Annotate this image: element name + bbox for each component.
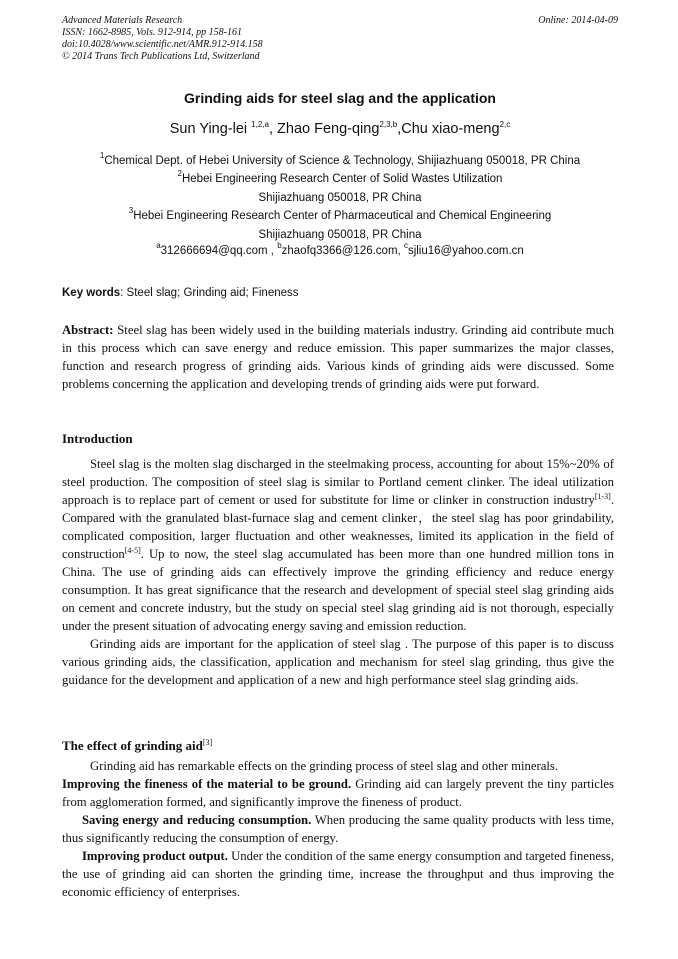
email-address[interactable]: zhaofq3366@126.com, [281, 245, 404, 257]
affiliation-marker: 2 [177, 169, 182, 179]
affiliation-marker: 1 [99, 151, 105, 160]
effect-item [62, 811, 614, 847]
author-name: Sun Ying-lei [169, 121, 252, 137]
author-list [62, 121, 618, 137]
online-date: Online: 2014-04-09 [538, 15, 618, 26]
section-heading-introduction: Introduction [62, 431, 133, 446]
effect-item-label: Saving energy and reducing consumption. [82, 813, 312, 827]
email-marker: c [403, 241, 408, 250]
section-heading-effect [62, 738, 212, 754]
abstract-text: Steel slag has been widely used in the building materials industry. Grinding aid contribute much in this process which can save energy and reduce emission. This paper summarizes the major classes, function and research progress of grinding aids. Various kinds of grinding aids were discussed. Some problems concerning the application and developing trends of grinding aids were put forward. [62, 323, 614, 391]
affiliation-text: Shijiazhuang 050018, PR China [258, 228, 422, 241]
author-affiliation-marker: 1,2,a [251, 120, 269, 129]
affiliation-line [62, 226, 618, 244]
introduction-paragraph: Grinding aids are important for the application of steel slag . The purpose of this paper is to discuss various grinding aids, the classification, application and mechanism for steel slag grinding, thus give the guidance for the development and application of a new and high performance steel slag grinding aids. [62, 637, 614, 687]
affiliation-text: Hebei Engineering Research Center of Solid Wastes Utilization [181, 173, 503, 186]
paragraph-text: . Compared with the granulated blast-furnace slag and cement clinker，the steel slag has poor grindability, complicated composition, larger fluctuation and other weaknesses, limited its application in the field of construction [62, 493, 614, 561]
keywords-label: Key words [62, 287, 121, 299]
effect-item-label: Improving the fineness of the material to be ground. [62, 777, 352, 791]
affiliation-marker: 3 [128, 206, 134, 216]
paper-title: Grinding aids for steel slag and the application [184, 90, 496, 106]
affiliation-line [62, 207, 618, 225]
email-address[interactable]: sjliu16@yahoo.com.cn [407, 245, 524, 257]
abstract [62, 321, 614, 393]
affiliation-line [62, 170, 618, 188]
effect-item-label: Improving product output. [82, 849, 228, 863]
effect-section [62, 757, 614, 901]
effect-item-text: Grinding aid can largely prevent the tiny particles from agglomeration formed, and significantly improve the fineness of product. [62, 777, 614, 809]
issn-line: ISSN: 1662-8985, Vols. 912-914, pp 158-161 [62, 27, 242, 38]
author-affiliation-marker: 2,c [499, 120, 511, 129]
affiliation-line [62, 189, 618, 207]
effect-item [62, 847, 614, 901]
paragraph-text: Steel slag is the molten slag discharged in the steelmaking process, accounting for about 15%~20% of steel production. The composition of steel slag is similar to Portland cement clinker. The ideal utilization approach is to replace part of cement or used for substitute for lime or clinker in construction industry [62, 457, 614, 507]
citation: [4-5] [124, 546, 141, 555]
affiliation-text: Hebei Engineering Research Center of Pharmaceutical and Chemical Engineering [133, 210, 552, 223]
doi-line: doi:10.4028/www.scientific.net/AMR.912-914.158 [62, 39, 263, 50]
keywords-text: : Steel slag; Grinding aid; Fineness [120, 287, 299, 299]
heading-text: The effect of grinding aid [62, 738, 203, 753]
effect-paragraph: Grinding aid has remarkable effects on the grinding process of steel slag and other minerals. [90, 759, 558, 773]
affiliation-list [62, 152, 618, 244]
effect-item-text: Under the condition of the same energy consumption and targeted fineness, the use of grinding aid can shorten the grinding time, increase the throughput and thus improving the economic efficiency of enterprises. [62, 849, 614, 899]
email-list [62, 241, 618, 257]
author-name: Chu xiao-meng [401, 121, 500, 137]
affiliation-line [62, 152, 618, 170]
keywords [62, 287, 618, 299]
abstract-paragraph [62, 321, 614, 393]
author-separator: , [397, 121, 402, 137]
journal-header [62, 15, 618, 63]
email-marker: b [277, 241, 282, 250]
effect-item [62, 775, 614, 811]
citation: [1-3] [594, 492, 611, 501]
author-affiliation-marker: 2,3,b [379, 120, 398, 129]
affiliation-text: Shijiazhuang 050018, PR China [258, 191, 422, 204]
copyright-line: © 2014 Trans Tech Publications Ltd, Switzerland [62, 51, 260, 62]
paragraph-text: . Up to now, the steel slag accumulated has been more than one hundred million tons in China. The use of grinding aids can effectively improve the grinding efficiency and reduce energy consumption. It has great significance that the research and development of special steel slag grinding aids on cement and concrete industry, but the study on special steel slag grinding aid is not thorough, especially under the present situation of advocating energy saving and emission reduction. [62, 547, 614, 633]
abstract-label: Abstract: [62, 323, 114, 337]
author-separator: , [268, 121, 278, 137]
author-name: Zhao Feng-qing [277, 121, 380, 137]
introduction-paragraph [62, 455, 614, 635]
introduction-section [62, 455, 614, 689]
email-marker: a [156, 241, 161, 250]
journal-name: Advanced Materials Research [62, 15, 183, 26]
effect-item-text: When producing the same quality products with less time, thus significantly reducing the consumption of energy. [62, 813, 614, 845]
affiliation-text: Chemical Dept. of Hebei University of Science & Technology, Shijiazhuang 050018, PR China [104, 155, 581, 167]
citation: [3] [202, 738, 213, 747]
email-address[interactable]: 312666694@qq.com , [160, 245, 278, 257]
